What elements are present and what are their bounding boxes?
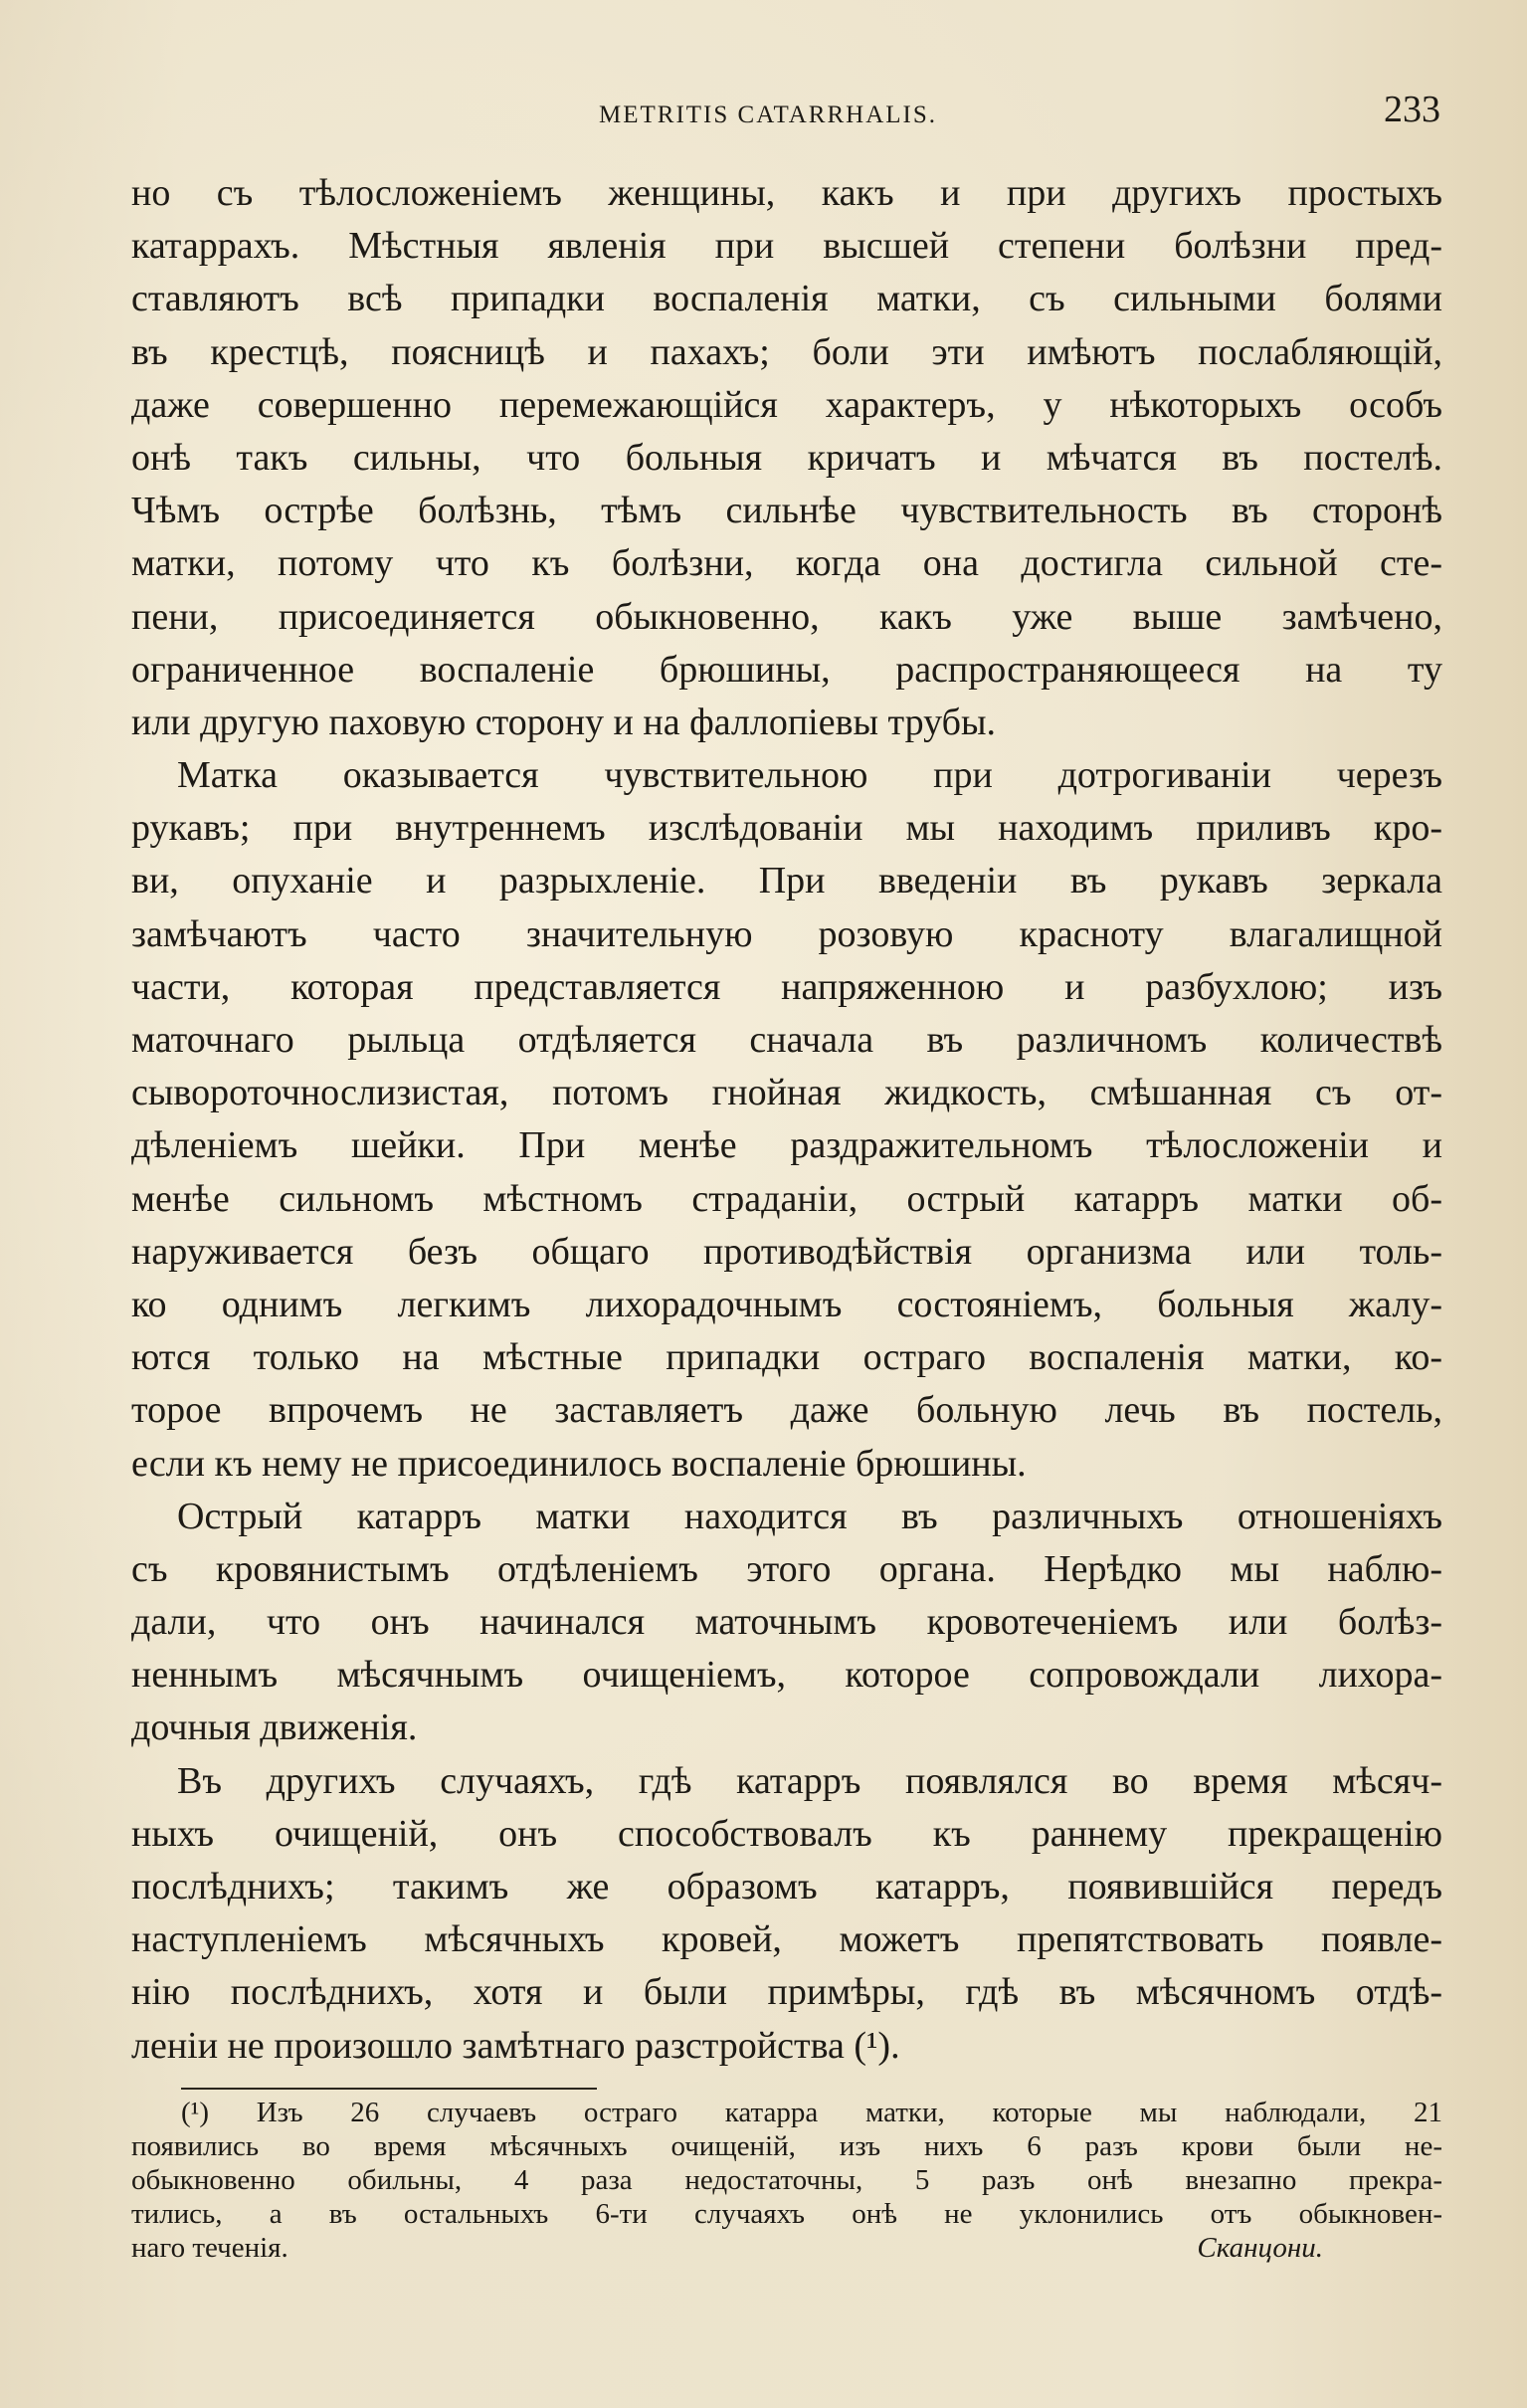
- text-line: маточнаго рыльца отдѣляется сначала въ различномъ количествѣ: [131, 1019, 1442, 1061]
- page-number: 233: [1384, 89, 1440, 130]
- text-line: сывороточнослизистая, потомъ гнойная жидкость, смѣшанная съ от-: [131, 1072, 1442, 1114]
- text-line: менѣе сильномъ мѣстномъ страданiи, острый катарръ матки об-: [131, 1177, 1442, 1220]
- text-line: послѣднихъ; такимъ же образомъ катарръ, появившiйся передъ: [131, 1866, 1442, 1907]
- text-line: ви, опуханiе и разрыхленiе. При введенiи въ рукавъ зеркала: [131, 860, 1442, 903]
- text-line: матки, потому что къ болѣзни, когда она достигла сильной сте-: [131, 542, 1442, 585]
- text-line: дочныя движенiя.: [131, 1706, 418, 1749]
- footnote-line: тились, а въ остальныхъ 6-ти случаяхъ онѣ не уклонились отъ обыкновен-: [131, 2198, 1442, 2230]
- text-line: Въ другихъ случаяхъ, гдѣ катарръ появлялся во время мѣсяч-: [177, 1759, 1442, 1802]
- text-line: нiю послѣднихъ, хотя и были примѣры, гдѣ въ мѣсячномъ отдѣ-: [131, 1971, 1442, 2014]
- text-line: въ крестцѣ, поясницѣ и пахахъ; боли эти имѣютъ послабляющiй,: [131, 330, 1442, 373]
- footnote-last-line: [131, 2231, 1442, 2265]
- text-line: съ кровянистымъ отдѣленiемъ этого органа. Нерѣдко мы наблю-: [131, 1547, 1442, 1590]
- footnote: [131, 2096, 1442, 2265]
- text-line: торое впрочемъ не заставляетъ даже больную лечь въ постель,: [131, 1389, 1442, 1432]
- text-line: наступленiемъ мѣсячныхъ кровей, можетъ препятствовать появле-: [131, 1918, 1442, 1961]
- text-line: части, которая представляется напряженною и разбухлою; изъ: [131, 965, 1442, 1008]
- footnote-line: наго теченiя.: [131, 2232, 288, 2264]
- text-line: ленiи не произошло замѣтнаго разстройства (¹).: [131, 2024, 900, 2067]
- text-line: ограниченное воспаленiе брюшины, распространяющееся на ту: [131, 648, 1442, 691]
- text-line: онѣ такъ сильны, что больныя кричатъ и мѣчатся въ постелѣ.: [131, 436, 1442, 479]
- text-line: катаррахъ. Мѣстныя явленiя при высшей степени болѣзни пред-: [131, 225, 1442, 268]
- text-line: наруживается безъ общаго противодѣйствiя организма или толь-: [131, 1230, 1442, 1273]
- text-line: если къ нему не присоединилось воспаленiе брюшины.: [131, 1442, 1027, 1485]
- text-line: ставляютъ всѣ припадки воспаленiя матки, съ сильными болями: [131, 278, 1442, 320]
- footnote-divider: [181, 2088, 597, 2090]
- text-line: или другую паховую сторону и на фаллопiевы трубы.: [131, 701, 996, 743]
- main-text: [131, 167, 1442, 2073]
- text-line: ются только на мѣстные припадки остраго воспаленiя матки, ко-: [131, 1336, 1442, 1379]
- text-line: но съ тѣлосложенiемъ женщины, какъ и при другихъ простыхъ: [131, 172, 1442, 214]
- text-line: Острый катарръ матки находится въ различныхъ отношенiяхъ: [177, 1495, 1442, 1537]
- footnote-line: обыкновенно обильны, 4 раза недостаточны, 5 разъ онѣ внезапно прекра-: [131, 2164, 1442, 2196]
- text-line: замѣчаютъ часто значительную розовую красноту влагалищной: [131, 912, 1442, 955]
- text-line: дѣленiемъ шейки. При менѣе раздражительномъ тѣлосложенiи и: [131, 1124, 1442, 1167]
- text-line: рукавъ; при внутреннемъ изслѣдованiи мы находимъ приливъ кро-: [131, 807, 1442, 850]
- page-header: [131, 88, 1442, 139]
- text-line: Чѣмъ острѣе болѣзнь, тѣмъ сильнѣе чувствительность въ сторонѣ: [131, 490, 1442, 532]
- text-line: ныхъ очищенiй, онъ способствовалъ къ раннему прекращенiю: [131, 1812, 1442, 1855]
- text-line: пени, присоединяется обыкновенно, какъ уже выше замѣчено,: [131, 595, 1442, 638]
- footnote-signature: Сканцони.: [1197, 2232, 1323, 2264]
- footnote-line: появились во время мѣсячныхъ очищенiй, изъ нихъ 6 разъ крови были не-: [131, 2130, 1442, 2162]
- text-line: дали, что онъ начинался маточнымъ кровотеченiемъ или болѣз-: [131, 1601, 1442, 1644]
- text-line: даже совершенно перемежающiйся характеръ, у нѣкоторыхъ особъ: [131, 383, 1442, 426]
- footnote-line: (¹) Изъ 26 случаевъ остраго катарра матки, которые мы наблюдали, 21: [181, 2097, 1442, 2128]
- text-line: неннымъ мѣсячнымъ очищенiемъ, которое сопровождали лихора-: [131, 1654, 1442, 1697]
- running-title: METRITIS CATARRHALIS.: [599, 101, 938, 128]
- text-line: ко однимъ легкимъ лихорадочнымъ состоянiемъ, больныя жалу-: [131, 1283, 1442, 1325]
- text-line: Матка оказывается чувствительною при дотрогиванiи черезъ: [177, 754, 1442, 797]
